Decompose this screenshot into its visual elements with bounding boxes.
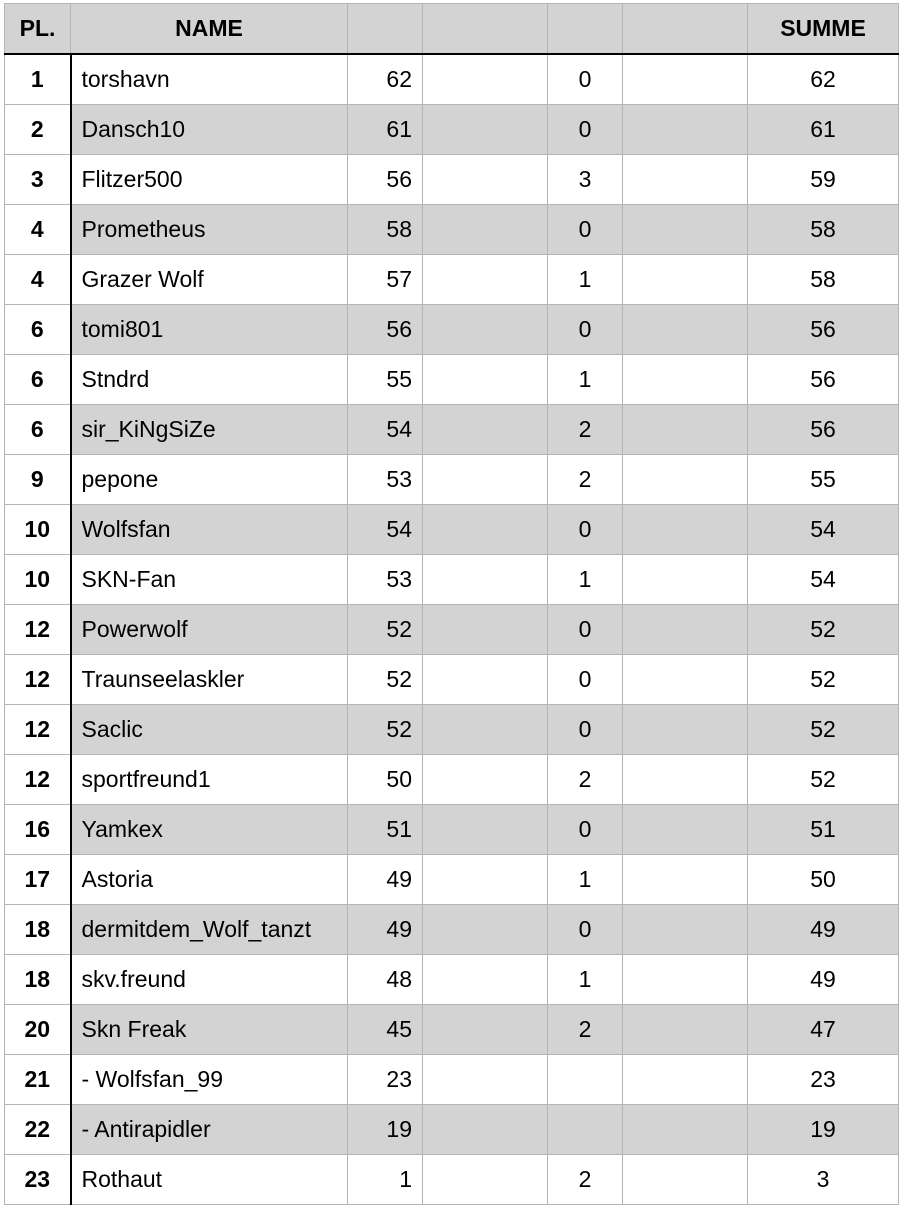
- empty-cell: [623, 1155, 748, 1205]
- empty-cell: [423, 1055, 548, 1105]
- empty-cell: [423, 1155, 548, 1205]
- name-cell: pepone: [71, 455, 348, 505]
- empty-cell: [623, 805, 748, 855]
- empty-cell: [623, 305, 748, 355]
- header-sum: SUMME: [748, 4, 899, 55]
- empty-cell: [623, 605, 748, 655]
- place-cell: 9: [5, 455, 71, 505]
- empty-cell: [623, 205, 748, 255]
- table-row: [5, 805, 899, 855]
- bonus-cell: 1: [548, 255, 623, 305]
- sum-cell: 19: [748, 1105, 899, 1155]
- place-cell: 21: [5, 1055, 71, 1105]
- empty-cell: [623, 505, 748, 555]
- points-cell: 52: [348, 605, 423, 655]
- table-row: [5, 555, 899, 605]
- name-cell: Stndrd: [71, 355, 348, 405]
- empty-cell: [423, 705, 548, 755]
- sum-cell: 58: [748, 205, 899, 255]
- place-cell: 20: [5, 1005, 71, 1055]
- empty-cell: [623, 1005, 748, 1055]
- header-col-b: [423, 4, 548, 55]
- points-cell: 56: [348, 155, 423, 205]
- empty-cell: [423, 555, 548, 605]
- points-cell: 54: [348, 405, 423, 455]
- sum-cell: 52: [748, 705, 899, 755]
- place-cell: 2: [5, 105, 71, 155]
- name-cell: Skn Freak: [71, 1005, 348, 1055]
- bonus-cell: 1: [548, 855, 623, 905]
- place-cell: 6: [5, 405, 71, 455]
- empty-cell: [623, 755, 748, 805]
- table-row: [5, 1155, 899, 1205]
- name-cell: - Antirapidler: [71, 1105, 348, 1155]
- empty-cell: [423, 305, 548, 355]
- name-cell: - Wolfsfan_99: [71, 1055, 348, 1105]
- sum-cell: 55: [748, 455, 899, 505]
- points-cell: 57: [348, 255, 423, 305]
- bonus-cell: 1: [548, 555, 623, 605]
- empty-cell: [423, 105, 548, 155]
- empty-cell: [423, 755, 548, 805]
- name-cell: skv.freund: [71, 955, 348, 1005]
- sum-cell: 59: [748, 155, 899, 205]
- table-row: [5, 905, 899, 955]
- place-cell: 18: [5, 955, 71, 1005]
- sum-cell: 62: [748, 54, 899, 105]
- points-cell: 49: [348, 905, 423, 955]
- name-cell: Astoria: [71, 855, 348, 905]
- place-cell: 6: [5, 355, 71, 405]
- name-cell: Wolfsfan: [71, 505, 348, 555]
- table-row: [5, 455, 899, 505]
- place-cell: 4: [5, 205, 71, 255]
- place-cell: 6: [5, 305, 71, 355]
- sum-cell: 52: [748, 755, 899, 805]
- header-col-d: [623, 4, 748, 55]
- bonus-cell: 2: [548, 1005, 623, 1055]
- name-cell: dermitdem_Wolf_tanzt: [71, 905, 348, 955]
- empty-cell: [623, 655, 748, 705]
- sum-cell: 52: [748, 605, 899, 655]
- bonus-cell: 3: [548, 155, 623, 205]
- place-cell: 3: [5, 155, 71, 205]
- table-row: [5, 405, 899, 455]
- sum-cell: 50: [748, 855, 899, 905]
- table-row: [5, 305, 899, 355]
- empty-cell: [623, 1105, 748, 1155]
- standings-table: [4, 3, 899, 1205]
- name-cell: Traunseelaskler: [71, 655, 348, 705]
- empty-cell: [423, 905, 548, 955]
- name-cell: Powerwolf: [71, 605, 348, 655]
- points-cell: 48: [348, 955, 423, 1005]
- table-row: [5, 355, 899, 405]
- empty-cell: [623, 955, 748, 1005]
- table-row: [5, 1105, 899, 1155]
- table-row: [5, 1055, 899, 1105]
- points-cell: 19: [348, 1105, 423, 1155]
- empty-cell: [423, 655, 548, 705]
- empty-cell: [623, 355, 748, 405]
- empty-cell: [423, 505, 548, 555]
- points-cell: 51: [348, 805, 423, 855]
- name-cell: torshavn: [71, 54, 348, 105]
- bonus-cell: 2: [548, 455, 623, 505]
- empty-cell: [623, 905, 748, 955]
- empty-cell: [623, 155, 748, 205]
- table-row: [5, 955, 899, 1005]
- name-cell: tomi801: [71, 305, 348, 355]
- place-cell: 23: [5, 1155, 71, 1205]
- empty-cell: [423, 155, 548, 205]
- table-row: [5, 605, 899, 655]
- sum-cell: 54: [748, 505, 899, 555]
- points-cell: 58: [348, 205, 423, 255]
- table-row: [5, 755, 899, 805]
- points-cell: 49: [348, 855, 423, 905]
- bonus-cell: 0: [548, 655, 623, 705]
- empty-cell: [423, 855, 548, 905]
- sum-cell: 23: [748, 1055, 899, 1105]
- empty-cell: [623, 1055, 748, 1105]
- header-col-c: [548, 4, 623, 55]
- name-cell: Rothaut: [71, 1155, 348, 1205]
- empty-cell: [423, 355, 548, 405]
- bonus-cell: 2: [548, 405, 623, 455]
- place-cell: 16: [5, 805, 71, 855]
- table-row: [5, 655, 899, 705]
- name-cell: Saclic: [71, 705, 348, 755]
- empty-cell: [423, 605, 548, 655]
- bonus-cell: 0: [548, 705, 623, 755]
- header-place: PL.: [5, 4, 71, 55]
- table-row: [5, 855, 899, 905]
- name-cell: sportfreund1: [71, 755, 348, 805]
- points-cell: 50: [348, 755, 423, 805]
- points-cell: 53: [348, 555, 423, 605]
- table-row: [5, 54, 899, 105]
- place-cell: 12: [5, 705, 71, 755]
- name-cell: sir_KiNgSiZe: [71, 405, 348, 455]
- points-cell: 53: [348, 455, 423, 505]
- table-row: [5, 155, 899, 205]
- table-row: [5, 255, 899, 305]
- sum-cell: 49: [748, 955, 899, 1005]
- points-cell: 61: [348, 105, 423, 155]
- bonus-cell: 0: [548, 205, 623, 255]
- standings-body: [5, 54, 899, 1205]
- table-row: [5, 505, 899, 555]
- name-cell: SKN-Fan: [71, 555, 348, 605]
- sum-cell: 58: [748, 255, 899, 305]
- bonus-cell: 2: [548, 755, 623, 805]
- bonus-cell: 1: [548, 355, 623, 405]
- bonus-cell: 0: [548, 805, 623, 855]
- points-cell: 23: [348, 1055, 423, 1105]
- empty-cell: [623, 455, 748, 505]
- table-row: [5, 105, 899, 155]
- bonus-cell: 0: [548, 505, 623, 555]
- points-cell: 1: [348, 1155, 423, 1205]
- place-cell: 18: [5, 905, 71, 955]
- place-cell: 22: [5, 1105, 71, 1155]
- place-cell: 4: [5, 255, 71, 305]
- sum-cell: 49: [748, 905, 899, 955]
- empty-cell: [623, 255, 748, 305]
- bonus-cell: 1: [548, 955, 623, 1005]
- bonus-cell: 0: [548, 605, 623, 655]
- place-cell: 17: [5, 855, 71, 905]
- bonus-cell: 0: [548, 54, 623, 105]
- header-col-a: [348, 4, 423, 55]
- points-cell: 54: [348, 505, 423, 555]
- empty-cell: [423, 955, 548, 1005]
- header-row: [5, 4, 899, 55]
- table-row: [5, 1005, 899, 1055]
- name-cell: Yamkex: [71, 805, 348, 855]
- place-cell: 12: [5, 655, 71, 705]
- bonus-cell: [548, 1055, 623, 1105]
- empty-cell: [623, 705, 748, 755]
- header-name: NAME: [71, 4, 348, 55]
- points-cell: 45: [348, 1005, 423, 1055]
- place-cell: 12: [5, 605, 71, 655]
- sum-cell: 52: [748, 655, 899, 705]
- sum-cell: 3: [748, 1155, 899, 1205]
- name-cell: Grazer Wolf: [71, 255, 348, 305]
- name-cell: Dansch10: [71, 105, 348, 155]
- points-cell: 55: [348, 355, 423, 405]
- sum-cell: 47: [748, 1005, 899, 1055]
- points-cell: 62: [348, 54, 423, 105]
- empty-cell: [423, 405, 548, 455]
- bonus-cell: [548, 1105, 623, 1155]
- points-cell: 52: [348, 705, 423, 755]
- bonus-cell: 0: [548, 105, 623, 155]
- sum-cell: 54: [748, 555, 899, 605]
- table-row: [5, 705, 899, 755]
- sum-cell: 61: [748, 105, 899, 155]
- empty-cell: [423, 255, 548, 305]
- empty-cell: [423, 1105, 548, 1155]
- empty-cell: [423, 205, 548, 255]
- bonus-cell: 0: [548, 905, 623, 955]
- table-row: [5, 205, 899, 255]
- empty-cell: [423, 1005, 548, 1055]
- place-cell: 12: [5, 755, 71, 805]
- place-cell: 1: [5, 54, 71, 105]
- empty-cell: [623, 54, 748, 105]
- empty-cell: [423, 455, 548, 505]
- points-cell: 52: [348, 655, 423, 705]
- sum-cell: 51: [748, 805, 899, 855]
- sum-cell: 56: [748, 355, 899, 405]
- empty-cell: [623, 405, 748, 455]
- empty-cell: [623, 855, 748, 905]
- sum-cell: 56: [748, 305, 899, 355]
- place-cell: 10: [5, 555, 71, 605]
- empty-cell: [623, 555, 748, 605]
- name-cell: Prometheus: [71, 205, 348, 255]
- bonus-cell: 0: [548, 305, 623, 355]
- name-cell: Flitzer500: [71, 155, 348, 205]
- bonus-cell: 2: [548, 1155, 623, 1205]
- empty-cell: [423, 54, 548, 105]
- empty-cell: [423, 805, 548, 855]
- place-cell: 10: [5, 505, 71, 555]
- empty-cell: [623, 105, 748, 155]
- sum-cell: 56: [748, 405, 899, 455]
- points-cell: 56: [348, 305, 423, 355]
